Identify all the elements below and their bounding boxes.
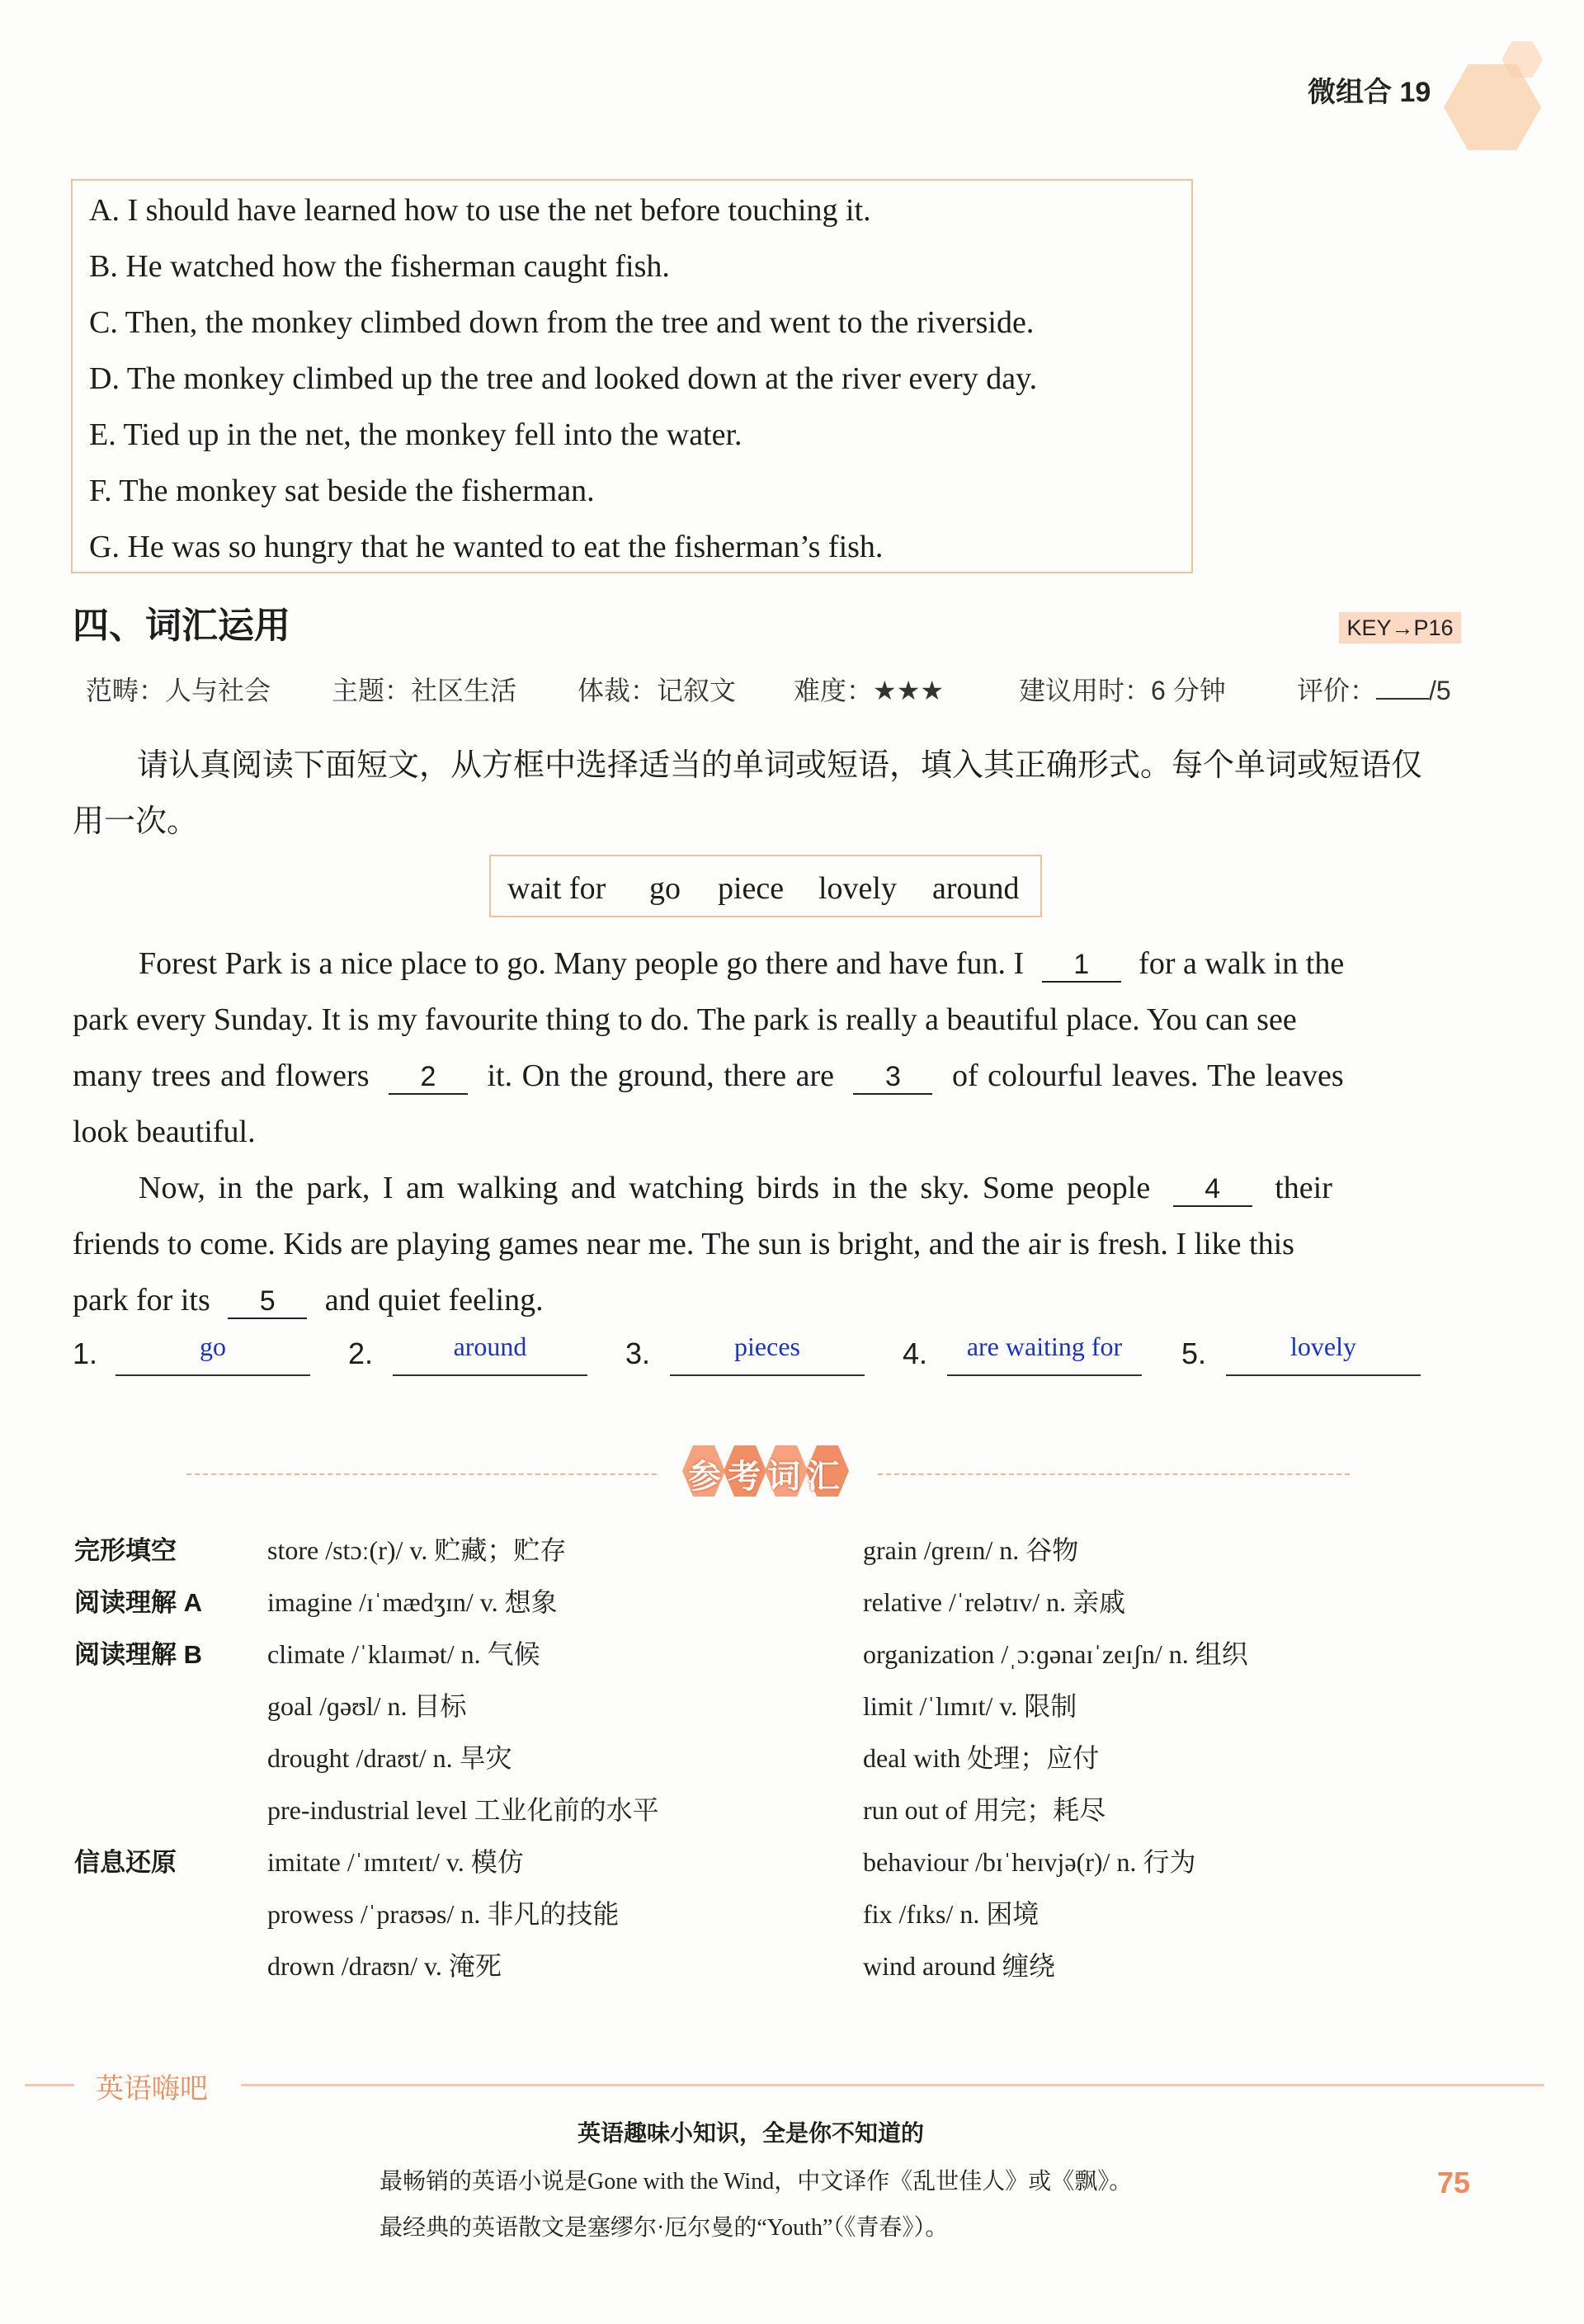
answer-line-4[interactable] (947, 1374, 1142, 1376)
vocab-item: pre-industrial level 工业化前的水平 (267, 1795, 659, 1825)
option-a: A. I should have learned how to use the net before touching it. (89, 193, 871, 228)
answer-number-2: 2. (348, 1336, 374, 1370)
options-box (71, 179, 1193, 573)
footer-brand: 英语嗨吧 (96, 2073, 208, 2105)
vocab-category-info-restore: 信息还原 (74, 1848, 177, 1877)
word-piece: piece (718, 871, 785, 906)
vocab-item: relative /ˈrelətɪv/ n. 亲戚 (863, 1587, 1126, 1617)
vocab-item: wind around 缠绕 (863, 1951, 1055, 1981)
answer-value-2: around (453, 1332, 527, 1361)
vocab-item: behaviour /bɪˈheɪvjə(r)/ n. 行为 (863, 1847, 1196, 1877)
meta-time: 建议用时：6 分钟 (1019, 676, 1226, 705)
meta-score (1297, 670, 1451, 708)
answer-number-5: 5. (1181, 1336, 1207, 1370)
word-wait-for: wait for (507, 871, 606, 906)
section-title: 四、词汇运用 (73, 606, 290, 646)
vocab-item: deal with 处理；应付 (863, 1743, 1100, 1773)
passage-text: Now, in the park, I am walking and watching birds in the sky. Some people (139, 1171, 1151, 1205)
passage-text: park for its (73, 1283, 210, 1318)
answer-line-5[interactable] (1226, 1374, 1421, 1376)
passage-line-4: look beautiful. (73, 1115, 256, 1149)
passage-line-2: park every Sunday. It is my favourite thing to do. The park is really a beautiful place. You can see (73, 1002, 1297, 1037)
vocab-category-reading-a: 阅读理解 A (74, 1588, 202, 1617)
divider-right (878, 1473, 1350, 1475)
vocab-heading: 参考词汇 (688, 1459, 846, 1495)
passage-line-7 (73, 1282, 544, 1319)
option-e: E. Tied up in the net, the monkey fell into the water. (89, 417, 742, 452)
meta-theme: 主题：社区生活 (332, 676, 517, 705)
answer-value-4: are waiting for (966, 1332, 1123, 1361)
page-header-title: 微组合 19 (1308, 77, 1431, 108)
instruction-line-2: 用一次。 (73, 804, 199, 839)
gap-1: 1 (1042, 948, 1121, 983)
answer-value-1: go (200, 1332, 226, 1361)
divider-left (186, 1473, 657, 1475)
gap-4: 4 (1173, 1172, 1252, 1207)
gap-3: 3 (853, 1060, 932, 1095)
option-c: C. Then, the monkey climbed down from the tree and went to the riverside. (89, 305, 1035, 340)
score-label: 评价： (1297, 676, 1377, 705)
option-f: F. The monkey sat beside the fisherman. (89, 474, 595, 508)
passage-text: many trees and flowers (73, 1058, 370, 1093)
vocab-category-reading-b: 阅读理解 B (74, 1640, 202, 1669)
passage-text: Forest Park is a nice place to go. Many people go there and have fun. I (139, 946, 1025, 981)
passage-line-5 (139, 1170, 1332, 1207)
vocab-item: run out of 用完；耗尽 (863, 1795, 1106, 1825)
vocab-item: drown /draʊn/ v. 淹死 (267, 1951, 502, 1981)
meta-genre: 体裁：记叙文 (578, 676, 737, 705)
word-around: around (932, 871, 1020, 906)
meta-difficulty: 难度：★★★ (794, 676, 945, 705)
answer-key-tag[interactable]: KEY→P16 (1339, 612, 1461, 643)
vocab-item: drought /draʊt/ n. 旱灾 (267, 1743, 512, 1773)
word-go: go (649, 871, 681, 906)
vocab-item: grain /ɡreɪn/ n. 谷物 (863, 1535, 1079, 1565)
answer-line-1[interactable] (116, 1374, 310, 1376)
vocab-item: goal /ɡəʊl/ n. 目标 (267, 1691, 467, 1721)
answer-number-3: 3. (625, 1336, 651, 1370)
passage-line-6: friends to come. Kids are playing games near me. The sun is bright, and the air is fresh. I like this (73, 1227, 1294, 1261)
gap-5: 5 (228, 1285, 307, 1319)
footer-line-right (241, 2084, 1544, 2086)
passage-text: it. On the ground, there are (487, 1058, 834, 1093)
vocab-item: prowess /ˈpraʊəs/ n. 非凡的技能 (267, 1899, 620, 1929)
vocab-item: climate /ˈklaɪmət/ n. 气候 (267, 1639, 540, 1669)
score-blank[interactable] (1376, 675, 1429, 700)
footer-line-left (25, 2084, 74, 2086)
answer-value-3: pieces (734, 1332, 800, 1361)
passage-line-1 (139, 945, 1344, 983)
instruction-line-1: 请认真阅读下面短文，从方框中选择适当的单词或短语，填入其正确形式。每个单词或短语仅 (137, 748, 1423, 783)
passage-text: of colourful leaves. The leaves (951, 1058, 1344, 1093)
option-g: G. He was so hungry that he wanted to eat the fisherman’s fish. (89, 530, 884, 564)
option-b: B. He watched how the fisherman caught fish. (89, 249, 670, 284)
word-lovely: lovely (818, 871, 897, 906)
vocab-item: imagine /ɪˈmædʒɪn/ v. 想象 (267, 1587, 558, 1617)
passage-text: their (1275, 1171, 1332, 1205)
answer-line-3[interactable] (670, 1374, 865, 1376)
answer-value-5: lovely (1290, 1332, 1356, 1361)
vocab-item: limit /ˈlɪmɪt/ v. 限制 (863, 1691, 1077, 1721)
answer-number-1: 1. (73, 1336, 98, 1370)
score-total: /5 (1429, 676, 1451, 705)
meta-category: 范畴：人与社会 (86, 676, 271, 705)
page-number: 75 (1437, 2166, 1471, 2199)
vocab-item: imitate /ˈɪmɪteɪt/ v. 模仿 (267, 1847, 524, 1877)
passage-text: for a walk in the (1138, 946, 1345, 981)
vocab-item: organization /ˌɔːɡənaɪˈzeɪʃn/ n. 组织 (863, 1639, 1248, 1669)
footer-fact-2: 最经典的英语散文是塞缪尔·厄尔曼的“Youth”（《青春》）。 (380, 2215, 949, 2241)
vocab-item: fix /fɪks/ n. 困境 (863, 1899, 1040, 1929)
vocab-category-cloze: 完形填空 (74, 1536, 177, 1565)
answer-line-2[interactable] (393, 1374, 587, 1376)
passage-line-3 (73, 1058, 1344, 1095)
word-box (489, 855, 1042, 917)
answer-number-4: 4. (903, 1336, 928, 1370)
footer-fact-1: 最畅销的英语小说是Gone with the Wind，中文译作《乱世佳人》或《飘》。 (380, 2169, 1133, 2194)
vocab-item: store /stɔː(r)/ v. 贮藏；贮存 (267, 1535, 567, 1565)
option-d: D. The monkey climbed up the tree and looked down at the river every day. (89, 361, 1038, 396)
footer-title: 英语趣味小知识，全是你不知道的 (578, 2120, 925, 2146)
passage-text: and quiet feeling. (324, 1283, 544, 1318)
gap-2: 2 (389, 1060, 468, 1095)
